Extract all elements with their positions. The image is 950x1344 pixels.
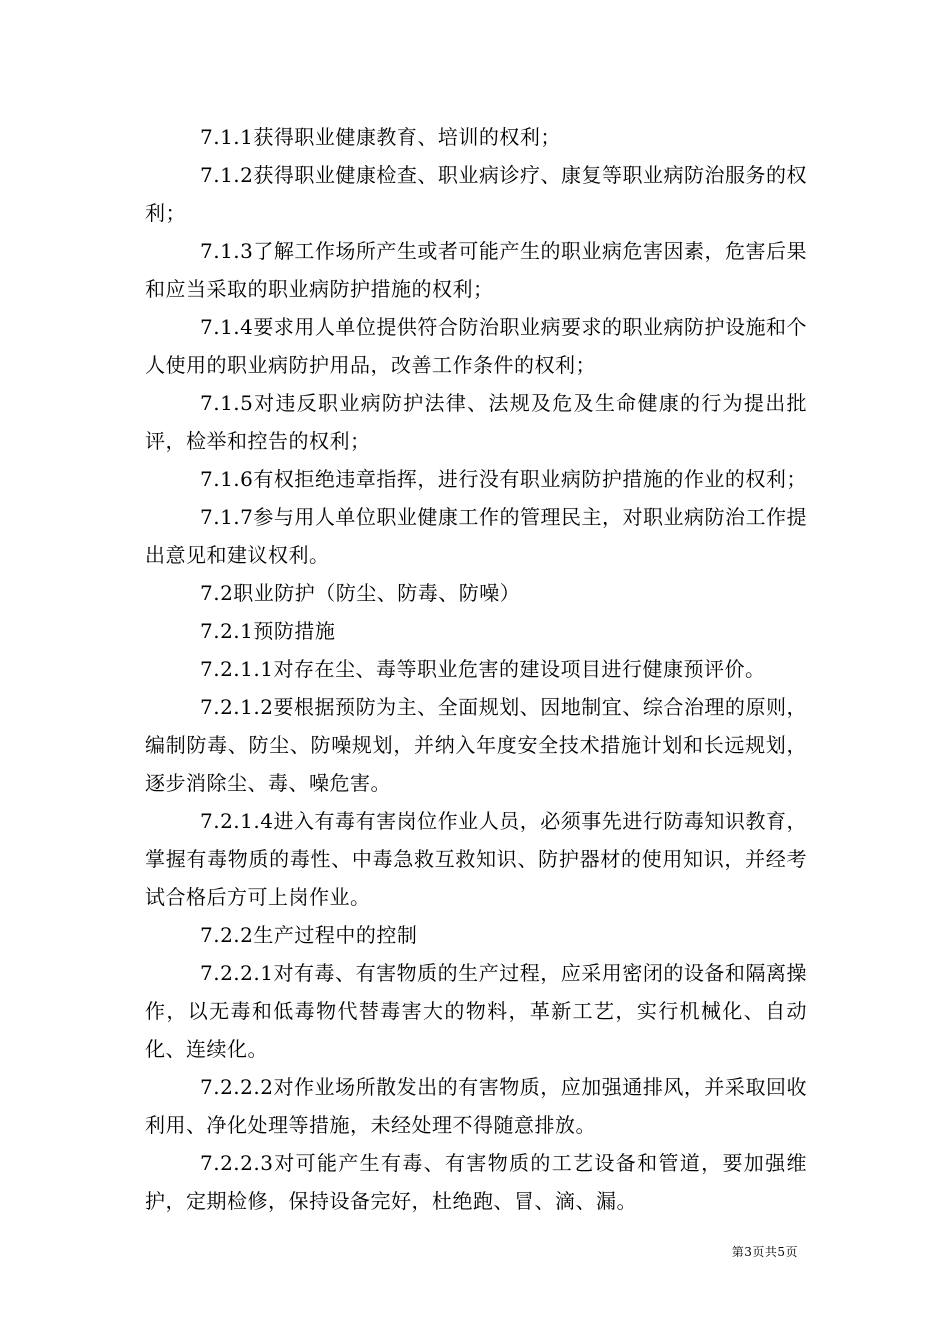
paragraph-7-2-1-4: 7.2.1.4进入有毒有害岗位作业人员，必须事先进行防毒知识教育，掌握有毒物质的毒性、中毒急救互救知识、防护器材的使用知识，并经考试合格后方可上岗作业。 (145, 809, 807, 909)
paragraph-7-2-1-2: 7.2.1.2要根据预防为主、全面规划、因地制宜、综合治理的原则，编制防毒、防尘、防噪规划，并纳入年度安全技术措施计划和长远规划，逐步消除尘、毒、噪危害。 (145, 695, 807, 795)
document-body (145, 118, 807, 1220)
paragraph-7-2-2-1: 7.2.2.1对有毒、有害物质的生产过程，应采用密闭的设备和隔离操作，以无毒和低毒物代替毒害大的物料，革新工艺，实行机械化、自动化、连续化。 (145, 961, 807, 1061)
paragraph-7-2-1-1: 7.2.1.1对存在尘、毒等职业危害的建设项目进行健康预评价。 (200, 657, 766, 681)
section-heading-7-2-2: 7.2.2生产过程中的控制 (200, 923, 418, 947)
paragraph-7-1-2: 7.1.2获得职业健康检查、职业病诊疗、康复等职业病防治服务的权利； (145, 163, 807, 225)
paragraph-7-2-2-3: 7.2.2.3对可能产生有毒、有害物质的工艺设备和管道，要加强维护，定期检修，保持设备完好，杜绝跑、冒、滴、漏。 (145, 1151, 807, 1213)
paragraph-7-1-5: 7.1.5对违反职业病防护法律、法规及危及生命健康的行为提出批评，检举和控告的权利； (145, 391, 807, 453)
paragraph-7-1-3: 7.1.3了解工作场所产生或者可能产生的职业病危害因素，危害后果和应当采取的职业病防护措施的权利； (145, 239, 807, 301)
paragraph-7-1-7: 7.1.7参与用人单位职业健康工作的管理民主，对职业病防治工作提出意见和建议权利。 (145, 505, 807, 567)
paragraph-7-1-1: 7.1.1获得职业健康教育、培训的权利； (200, 125, 561, 149)
page-number-footer: 第3页共5页 (731, 1245, 798, 1259)
paragraph-7-1-6: 7.1.6有权拒绝违章指挥，进行没有职业病防护措施的作业的权利； (200, 467, 807, 491)
section-heading-7-2: 7.2职业防护（防尘、防毒、防噪） (200, 581, 521, 605)
paragraph-7-1-4: 7.1.4要求用人单位提供符合防治职业病要求的职业病防护设施和个人使用的职业病防护用品，改善工作条件的权利； (145, 315, 807, 377)
paragraph-7-2-2-2: 7.2.2.2对作业场所散发出的有害物质，应加强通排风，并采取回收利用、净化处理等措施，未经处理不得随意排放。 (145, 1075, 807, 1137)
section-heading-7-2-1: 7.2.1预防措施 (200, 619, 336, 643)
